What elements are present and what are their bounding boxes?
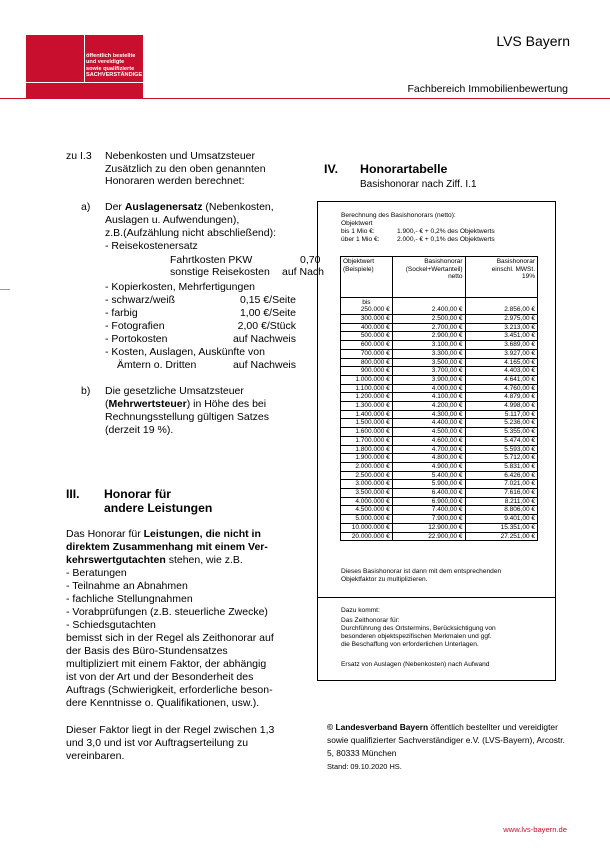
table-cell: 5.712,00 € <box>465 454 537 463</box>
cost-label: - Portokosten <box>105 333 168 345</box>
table-cell: 4.500,00 € <box>392 428 465 437</box>
b-line-3: Rechnungsstellung gültigen Satzes <box>105 411 270 423</box>
table-cell: 4.403,00 € <box>465 367 537 376</box>
table-row <box>341 436 538 445</box>
table-cell: 10.000.000 € <box>341 523 393 532</box>
a-heading: Der Auslagenersatz (Nebenkosten, <box>105 201 274 213</box>
table-cell: 500.000 € <box>341 332 393 341</box>
table-cell: 4.800,00 € <box>392 454 465 463</box>
table-row <box>341 367 538 376</box>
table-cell: 800.000 € <box>341 358 393 367</box>
sec3-text: ist von der Art und der Besonderheit des <box>66 671 254 683</box>
b-line-1: Die gesetzliche Umsatzsteuer <box>105 385 244 397</box>
table-cell: 3.927,00 € <box>465 349 537 358</box>
table-cell: 4.100,00 € <box>392 393 465 402</box>
item-label: zu I.3 <box>66 150 92 162</box>
calc-title: Berechnung des Basishonorars (netto): <box>341 212 456 219</box>
sec3-text: dere Kenntnisse o. Qualifikationen, usw.). <box>66 697 260 709</box>
table-cell: 15.351,00 € <box>465 523 537 532</box>
sec3-faktor: Dieser Faktor liegt in der Regel zwischen 1,3 <box>66 724 275 736</box>
zeithonorar-title: Das Zeithonorar für: <box>341 617 400 624</box>
table-cell: 1.700.000 € <box>341 436 393 445</box>
table-cell: 1.200.000 € <box>341 393 393 402</box>
cost-value: 2,00 €/Stück <box>237 320 296 332</box>
sec3-faktor: und 3,0 und ist vor Auftragserteilung zu <box>66 737 249 749</box>
zeithonorar-line: die Beschaffung von erforderlichen Unterlagen. <box>341 641 479 648</box>
table-cell: 12.900,00 € <box>392 523 465 532</box>
table-row <box>341 349 538 358</box>
table-row <box>341 497 538 506</box>
table-cell: 1.400.000 € <box>341 410 393 419</box>
kosten-line-1: - Kosten, Auslagen, Auskünfte von <box>105 346 265 358</box>
table-row <box>341 506 538 515</box>
table-cell: 1.300.000 € <box>341 402 393 411</box>
table-cell: 5.000.000 € <box>341 515 393 524</box>
table-cell: 3.000.000 € <box>341 480 393 489</box>
table-cell: 700.000 € <box>341 349 393 358</box>
cost-value: 1,00 €/Seite <box>239 307 296 319</box>
cost-value: 0,15 €/Seite <box>239 294 296 306</box>
table-cell: 5.400,00 € <box>392 471 465 480</box>
sonstige-value: auf Nach <box>282 266 325 278</box>
table-cell: 3.451,00 € <box>465 332 537 341</box>
table-cell: 2.975,00 € <box>465 315 537 324</box>
sec3-item: - Vorabprüfungen (z.B. steuerliche Zwecke) <box>66 606 268 618</box>
item-title: Nebenkosten und Umsatzsteuer <box>105 150 255 162</box>
table-cell: 900.000 € <box>341 367 393 376</box>
table-cell: 7.616,00 € <box>465 489 537 498</box>
table-row <box>341 523 538 532</box>
sec3-intro-3: kehrswertgutachten stehen, wie z.B. <box>66 554 243 566</box>
cost-label: - schwarz/weiß <box>105 294 176 306</box>
sec3-item: - Schiedsgutachten <box>66 619 156 631</box>
section-4-subtitle: Basishonorar nach Ziff. I.1 <box>360 179 477 190</box>
sec3-text: Auftrags (Schwierigkeit, erforderliche beson- <box>66 684 273 696</box>
col-header-netto: Basishonorar (Sockel+Wertanteil) netto <box>392 257 465 298</box>
table-row <box>341 454 538 463</box>
table-cell: 300.000 € <box>341 315 393 324</box>
table-row <box>341 471 538 480</box>
calc-line-2-label: über 1 Mio €: <box>341 236 380 243</box>
table-cell: 3.500.000 € <box>341 489 393 498</box>
table-cell: 3.300,00 € <box>392 349 465 358</box>
table-row <box>341 489 538 498</box>
cell-value: 250.000 € <box>360 306 390 314</box>
col-header-objektwert: Objektwert (Beispiele) <box>341 257 393 298</box>
table-note-2: Objektfaktor zu multiplizieren. <box>341 576 428 583</box>
table-row <box>341 419 538 428</box>
table-row <box>341 375 538 384</box>
table-row <box>341 445 538 454</box>
sec3-text: der Basis des Büro-Stundensatzes <box>66 645 228 657</box>
calc-line-1-formula: 1.900,- € + 0,2% des Objektwerts <box>397 228 495 235</box>
table-cell: 9.401,00 € <box>465 515 537 524</box>
table-cell: 2.856,00 € <box>465 298 537 315</box>
table-cell: 4.000.000 € <box>341 497 393 506</box>
table-cell: 4.600,00 € <box>392 436 465 445</box>
table-row <box>341 402 538 411</box>
table-cell: 20.000.000 € <box>341 532 393 541</box>
header-divider <box>0 98 610 99</box>
item-text-2: Honoraren werden berechnet: <box>105 175 245 187</box>
table-cell: 6.900,00 € <box>392 497 465 506</box>
sec3-text: multipliziert mit einem Faktor, der abhängig <box>66 658 267 670</box>
table-cell: 4.400,00 € <box>392 419 465 428</box>
table-cell: 2.000.000 € <box>341 462 393 471</box>
logo-block-left <box>26 35 84 82</box>
table-cell: 3.100,00 € <box>392 341 465 350</box>
fold-mark <box>0 289 10 290</box>
sec3-item: - Beratungen <box>66 567 127 579</box>
table-cell: 4.500.000 € <box>341 506 393 515</box>
cost-label: - farbig <box>105 307 138 319</box>
table-row <box>341 428 538 437</box>
table-cell: 5.236,00 € <box>465 419 537 428</box>
honorar-table <box>340 256 538 541</box>
sec3-text: bemisst sich in der Regel als Zeithonorar auf <box>66 632 274 644</box>
table-cell: 4.641,00 € <box>465 375 537 384</box>
table-row <box>341 393 538 402</box>
table-cell: 1.000.000 € <box>341 375 393 384</box>
table-cell: 5.355,00 € <box>465 428 537 437</box>
b-label: b) <box>81 385 91 397</box>
table-cell: 1.100.000 € <box>341 384 393 393</box>
sec3-intro-2: direktem Zusammenhang mit einem Ver- <box>66 541 268 553</box>
table-header-row <box>341 257 538 298</box>
department-title: Fachbereich Immobilienbewertung <box>407 83 568 95</box>
copyright-notice: © Landesverband Bayern öffentlich bestellter und vereidigter sowie qualifizierter Sachverständiger e.V. (LVS-Bayern), Arcostr. 5, 80333 München <box>327 722 565 759</box>
table-cell: 1.500.000 € <box>341 419 393 428</box>
sec3-intro-1: Das Honorar für Leistungen, die nicht in <box>66 528 261 540</box>
table-cell: 2.400,00 € <box>392 298 465 315</box>
table-row <box>341 332 538 341</box>
table-cell: 7.400,00 € <box>392 506 465 515</box>
calc-line-1-label: bis 1 Mio €: <box>341 228 375 235</box>
table-cell: 6.426,00 € <box>465 471 537 480</box>
table-cell: 1.900.000 € <box>341 454 393 463</box>
table-cell: 1.800.000 € <box>341 445 393 454</box>
item-text-1: Zusätzlich zu den oben genannten <box>105 163 266 175</box>
fahrt-value: 0,70 <box>300 254 321 266</box>
kopier-line: - Kopierkosten, Mehrfertigungen <box>105 281 255 293</box>
section-3-title-2: andere Leistungen <box>104 501 213 515</box>
table-cell: 3.213,00 € <box>465 323 537 332</box>
a-line-2: z.B.(Aufzählung nicht abschließend): <box>105 227 277 239</box>
table-row <box>341 462 538 471</box>
table-cell: 8.806,00 € <box>465 506 537 515</box>
table-cell: 4.879,00 € <box>465 393 537 402</box>
logo-text: öffentlich bestellte und vereidigte sowie qualifizierte SACHVERSTÄNDIGE <box>86 53 143 79</box>
table-cell: 6.400,00 € <box>392 489 465 498</box>
table-note-1: Dieses Basishonorar ist dann mit dem entsprechenden <box>341 568 502 575</box>
stand-date: Stand: 09.10.2020 HS. <box>327 762 402 771</box>
table-cell: 8.211,00 € <box>465 497 537 506</box>
table-cell: 3.700,00 € <box>392 367 465 376</box>
a-line-1: Auslagen u. Aufwendungen), <box>105 214 240 226</box>
table-cell: 5.900,00 € <box>392 480 465 489</box>
dazu-kommt: Dazu kommt: <box>341 607 380 614</box>
calc-objektwert: Objektwert <box>341 220 373 227</box>
table-cell: 4.760,00 € <box>465 384 537 393</box>
table-row <box>341 358 538 367</box>
table-row <box>341 515 538 524</box>
table-row <box>341 341 538 350</box>
table-cell: 5.593,00 € <box>465 445 537 454</box>
zeithonorar-line: besonderen objektspezifischen Merkmalen und ggf. <box>341 633 492 640</box>
table-cell: 4.000,00 € <box>392 384 465 393</box>
table-cell: 2.500,00 € <box>392 315 465 324</box>
table-cell: 2.700,00 € <box>392 323 465 332</box>
table-row <box>341 298 538 315</box>
kosten-value: auf Nachweis <box>232 359 296 371</box>
section-4-title: Honorartabelle <box>360 162 448 176</box>
table-row <box>341 532 538 541</box>
sec3-item: - fachliche Stellungnahmen <box>66 593 193 605</box>
sec3-faktor: vereinbaren. <box>66 750 125 762</box>
table-cell: 5.117,00 € <box>465 410 537 419</box>
col-header-brutto: Basishonorar einschl. MWSt. 19% <box>465 257 537 298</box>
table-cell: 3.900,00 € <box>392 375 465 384</box>
table-cell: 3.500,00 € <box>392 358 465 367</box>
table-row <box>341 480 538 489</box>
table-cell: 4.998,00 € <box>465 402 537 411</box>
table-cell: 4.200,00 € <box>392 402 465 411</box>
table-cell: 4.300,00 € <box>392 410 465 419</box>
calc-line-2-formula: 2.000,- € + 0,1% des Objektwerts <box>397 236 495 243</box>
table-row <box>341 384 538 393</box>
logo-block-bottom <box>26 83 143 98</box>
b-line-2: (Mehrwertsteuer) in Höhe des bei <box>105 398 267 410</box>
table-cell: 22.900,00 € <box>392 532 465 541</box>
sonstige-label: sonstige Reisekosten <box>170 266 270 278</box>
table-cell: 4.700,00 € <box>392 445 465 454</box>
table-row <box>341 323 538 332</box>
auslagen-ersatz: Ersatz von Auslagen (Nebenkosten) nach Aufwand <box>341 661 490 668</box>
table-cell: 3.689,00 € <box>465 341 537 350</box>
table-cell: 2.900,00 € <box>392 332 465 341</box>
table-cell: 4.165,00 € <box>465 358 537 367</box>
cost-label: - Fotografien <box>105 320 165 332</box>
table-cell: 400.000 € <box>341 323 393 332</box>
org-title: LVS Bayern <box>496 33 570 49</box>
table-cell: 5.831,00 € <box>465 462 537 471</box>
table-cell: 5.474,00 € <box>465 436 537 445</box>
bis-prefix: bis <box>362 298 371 306</box>
b-line-4: (derzeit 19 %). <box>105 424 174 436</box>
table-cell: 7.021,00 € <box>465 480 537 489</box>
table-cell: 2.500.000 € <box>341 471 393 480</box>
table-cell: 4.900,00 € <box>392 462 465 471</box>
zeithonorar-line: Durchführung des Ortstermins, Berücksichtigung von <box>341 625 496 632</box>
table-cell <box>341 298 393 315</box>
section-3-title-1: Honorar für <box>104 487 172 501</box>
table-row <box>341 315 538 324</box>
cost-value: auf Nachweis <box>232 333 296 345</box>
sec3-item: - Teilnahme an Abnahmen <box>66 580 188 592</box>
table-cell: 27.251,00 € <box>465 532 537 541</box>
a-label: a) <box>81 201 91 213</box>
table-cell: 1.600.000 € <box>341 428 393 437</box>
a-line-3: - Reisekostenersatz <box>105 240 198 252</box>
table-cell: 7.900,00 € <box>392 515 465 524</box>
website-link[interactable]: www.lvs-bayern.de <box>503 825 567 834</box>
fahrt-label: Fahrtkosten PKW <box>170 254 253 266</box>
kosten-line-2: Ämtern o. Dritten <box>117 359 197 371</box>
table-row <box>341 410 538 419</box>
section-3-number: III. <box>66 487 80 501</box>
table-cell: 600.000 € <box>341 341 393 350</box>
section-4-number: IV. <box>324 162 339 176</box>
